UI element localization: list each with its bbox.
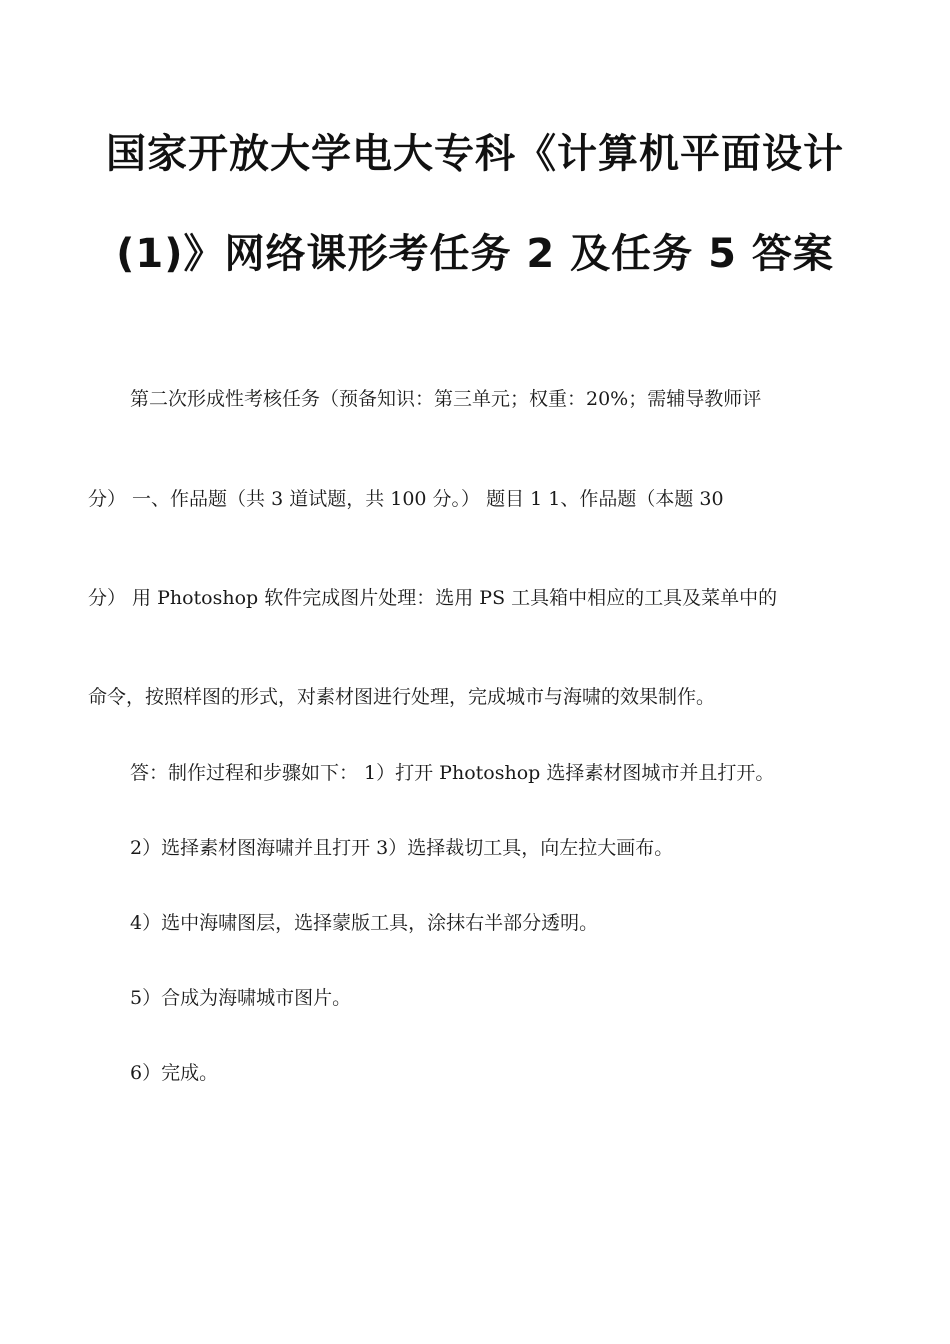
- intro-line-1: 第二次形成性考核任务（预备知识：第三单元；权重：20%；需辅导教师评: [130, 388, 762, 410]
- answer-line-5: 6）完成。: [130, 1062, 219, 1084]
- answer-line-3: 4）选中海啸图层，选择蒙版工具，涂抹右半部分透明。: [130, 912, 599, 934]
- document-title-line-2: (1)》网络课形考任务 2 及任务 5 答案: [116, 231, 834, 277]
- answer-line-1: 答：制作过程和步骤如下： 1）打开 Photoshop 选择素材图城市并且打开。: [130, 762, 775, 784]
- document-title-line-1: 国家开放大学电大专科《计算机平面设计: [106, 131, 844, 177]
- answer-line-4: 5）合成为海啸城市图片。: [130, 987, 352, 1009]
- intro-line-2: 分） 一、作品题（共 3 道试题，共 100 分。） 题目 1 1、作品题（本题 30: [88, 488, 724, 510]
- answer-line-2: 2）选择素材图海啸并且打开 3）选择裁切工具，向左拉大画布。: [130, 837, 674, 859]
- intro-line-4: 命令，按照样图的形式，对素材图进行处理，完成城市与海啸的效果制作。: [88, 686, 716, 708]
- intro-line-3: 分） 用 Photoshop 软件完成图片处理：选用 PS 工具箱中相应的工具及菜单中的: [88, 587, 778, 609]
